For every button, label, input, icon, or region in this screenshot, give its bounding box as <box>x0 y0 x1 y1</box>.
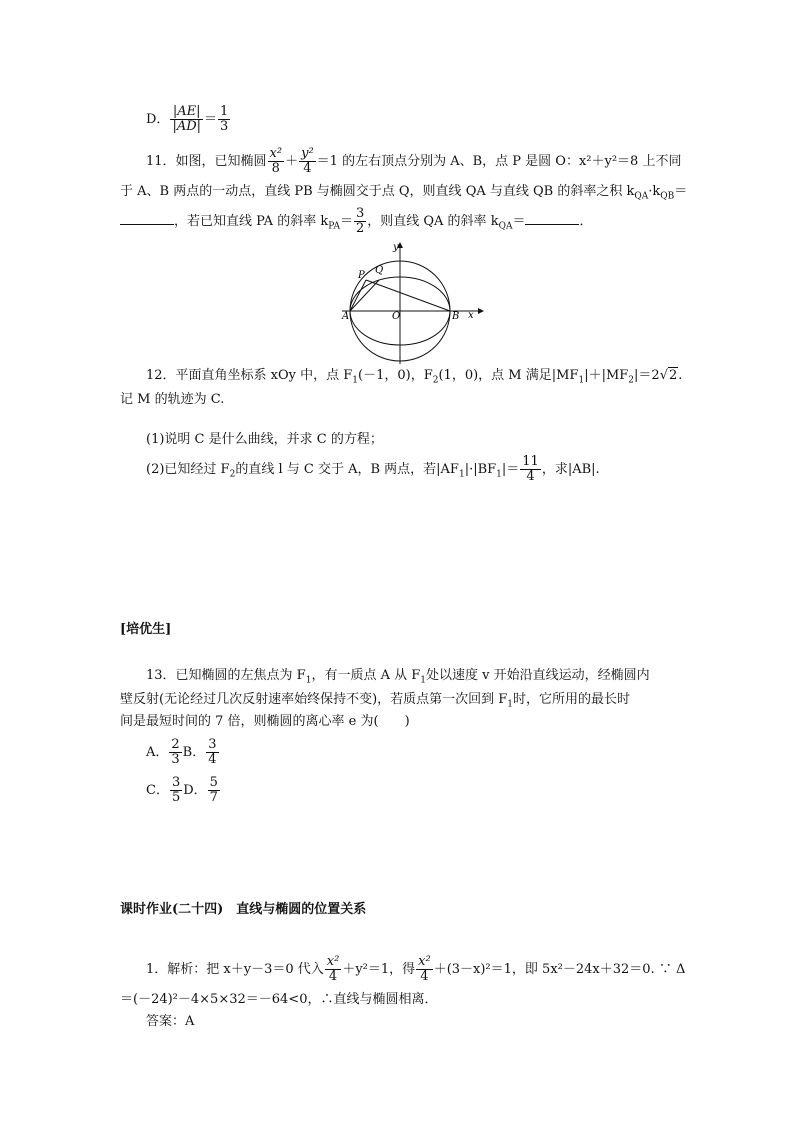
answer-blank[interactable] <box>525 212 579 225</box>
ellipse-circle-figure <box>338 240 486 366</box>
q12-part1: (1)说明 C 是什么曲线，并求 C 的方程； <box>146 432 383 447</box>
q13-options-cd: C． $\frac{3}{5}$ D． $\frac{5}{7}$ <box>146 775 218 805</box>
homework-title: 课时作业(二十四) 直线与椭圆的位置关系 <box>120 902 367 917</box>
fraction: $\frac{3}{2}$ <box>355 206 365 236</box>
q13-line3: 间是最短时间的 7 倍，则椭圆的离心率 e 为( ) <box>120 714 410 729</box>
fraction: $\frac{|AE|}{|AD|}$ <box>172 104 202 134</box>
q11-line2: 于 A、B 两点的一动点，直线 PB 与椭圆交于点 Q，则直线 QA 与直线 QB 的斜率之积 $k_{QA}\cdot k_{QB}=$ <box>120 184 688 202</box>
q10-option-d <box>146 102 231 138</box>
label-p: P <box>358 270 365 281</box>
option-label: D． <box>146 112 170 127</box>
q12-line2: 记 M 的轨迹为 C. <box>120 392 225 407</box>
line-pb <box>366 280 450 311</box>
fraction: $\frac{3}{4}$ <box>208 737 217 767</box>
fraction: $\frac{5}{7}$ <box>209 775 218 805</box>
sqrt: √2 <box>659 368 678 383</box>
fraction: $\frac{2}{3}$ <box>171 737 180 767</box>
q13-line2: 壁反射(无论经过几次反射速率始终保持不变)，若质点第一次回到 $F_1$时，它所用的最长时 <box>120 692 631 710</box>
label-o: O <box>392 311 401 322</box>
x-axis-arrow <box>478 308 484 314</box>
fraction: $\frac{3}{5}$ <box>171 775 181 805</box>
section-title: [培优生] <box>120 622 172 637</box>
label-q: Q <box>375 265 384 276</box>
fraction: $\frac{\text{x²}}{4}$ <box>326 954 340 984</box>
label-x: x <box>468 310 474 321</box>
fraction: $\frac{\text{x²}}{4}$ <box>418 954 431 984</box>
line-qa <box>350 280 379 311</box>
answer-blank[interactable] <box>120 212 174 225</box>
q12-line1: 12．平面直角坐标系 xOy 中，点 $F_1(-1$，0)，$F_2(1$，0)，点 M 满足$|MF_1|+|MF_2|=2√2$. <box>146 368 683 386</box>
a1-answer: 答案：A <box>146 1014 195 1029</box>
label-y: y <box>393 242 399 253</box>
q13-options-ab: A． $\frac{2}{3}$ B． $\frac{3}{4}$ <box>146 737 217 767</box>
q13-line1: 13．已知椭圆的左焦点为 $F_1$，有一质点 A 从 $F_1$处以速度 v 开始沿直线运动，经椭圆内 <box>146 668 650 686</box>
fraction: $\frac{\text{x²}}{8}$ <box>269 146 283 176</box>
label-a: A <box>342 311 350 322</box>
fraction: $\frac{1}{3}$ <box>220 104 229 134</box>
fraction: $\frac{\text{y²}}{4}$ <box>301 146 314 176</box>
q11-line1: 11．如图，已知椭圆 $\frac{\text{x²}}{8}$ ＋ $\frac{\text{y²}}{4}$ ＝1 的左右顶点分别为 A、B，点 P 是圆 O：x²＋y²＝8 上不同 <box>146 146 682 176</box>
label-b: B <box>452 311 460 322</box>
q12-part2: (2)已知经过 $F_2$的直线 l 与 C 交于 A，B 两点，若$|AF_1|\cdot|BF_1|=$ $\frac{11}{4}$ ，求|AB|. <box>146 454 600 484</box>
a1-line2: ＝(－24)²－4×5×32＝－64<0，∴直线与椭圆相离． <box>120 992 438 1007</box>
a1-line1: 1．解析：把 x＋y－3＝0 代入 $\frac{\text{x²}}{4}$ ＋y²＝1，得 $\frac{\text{x²}}{4}$ ＋(3－x)²＝1，即 5x²－24x＋32＝0. ∵ Δ <box>146 954 686 984</box>
fraction: $\frac{11}{4}$ <box>522 454 539 484</box>
q11-line3: ，若已知直线 PA 的斜率 $k_{PA}=$ $\frac{3}{2}$ ，则直线 QA 的斜率 $k_{QA}=$ ． <box>120 204 593 245</box>
equals: ＝ <box>204 112 218 127</box>
